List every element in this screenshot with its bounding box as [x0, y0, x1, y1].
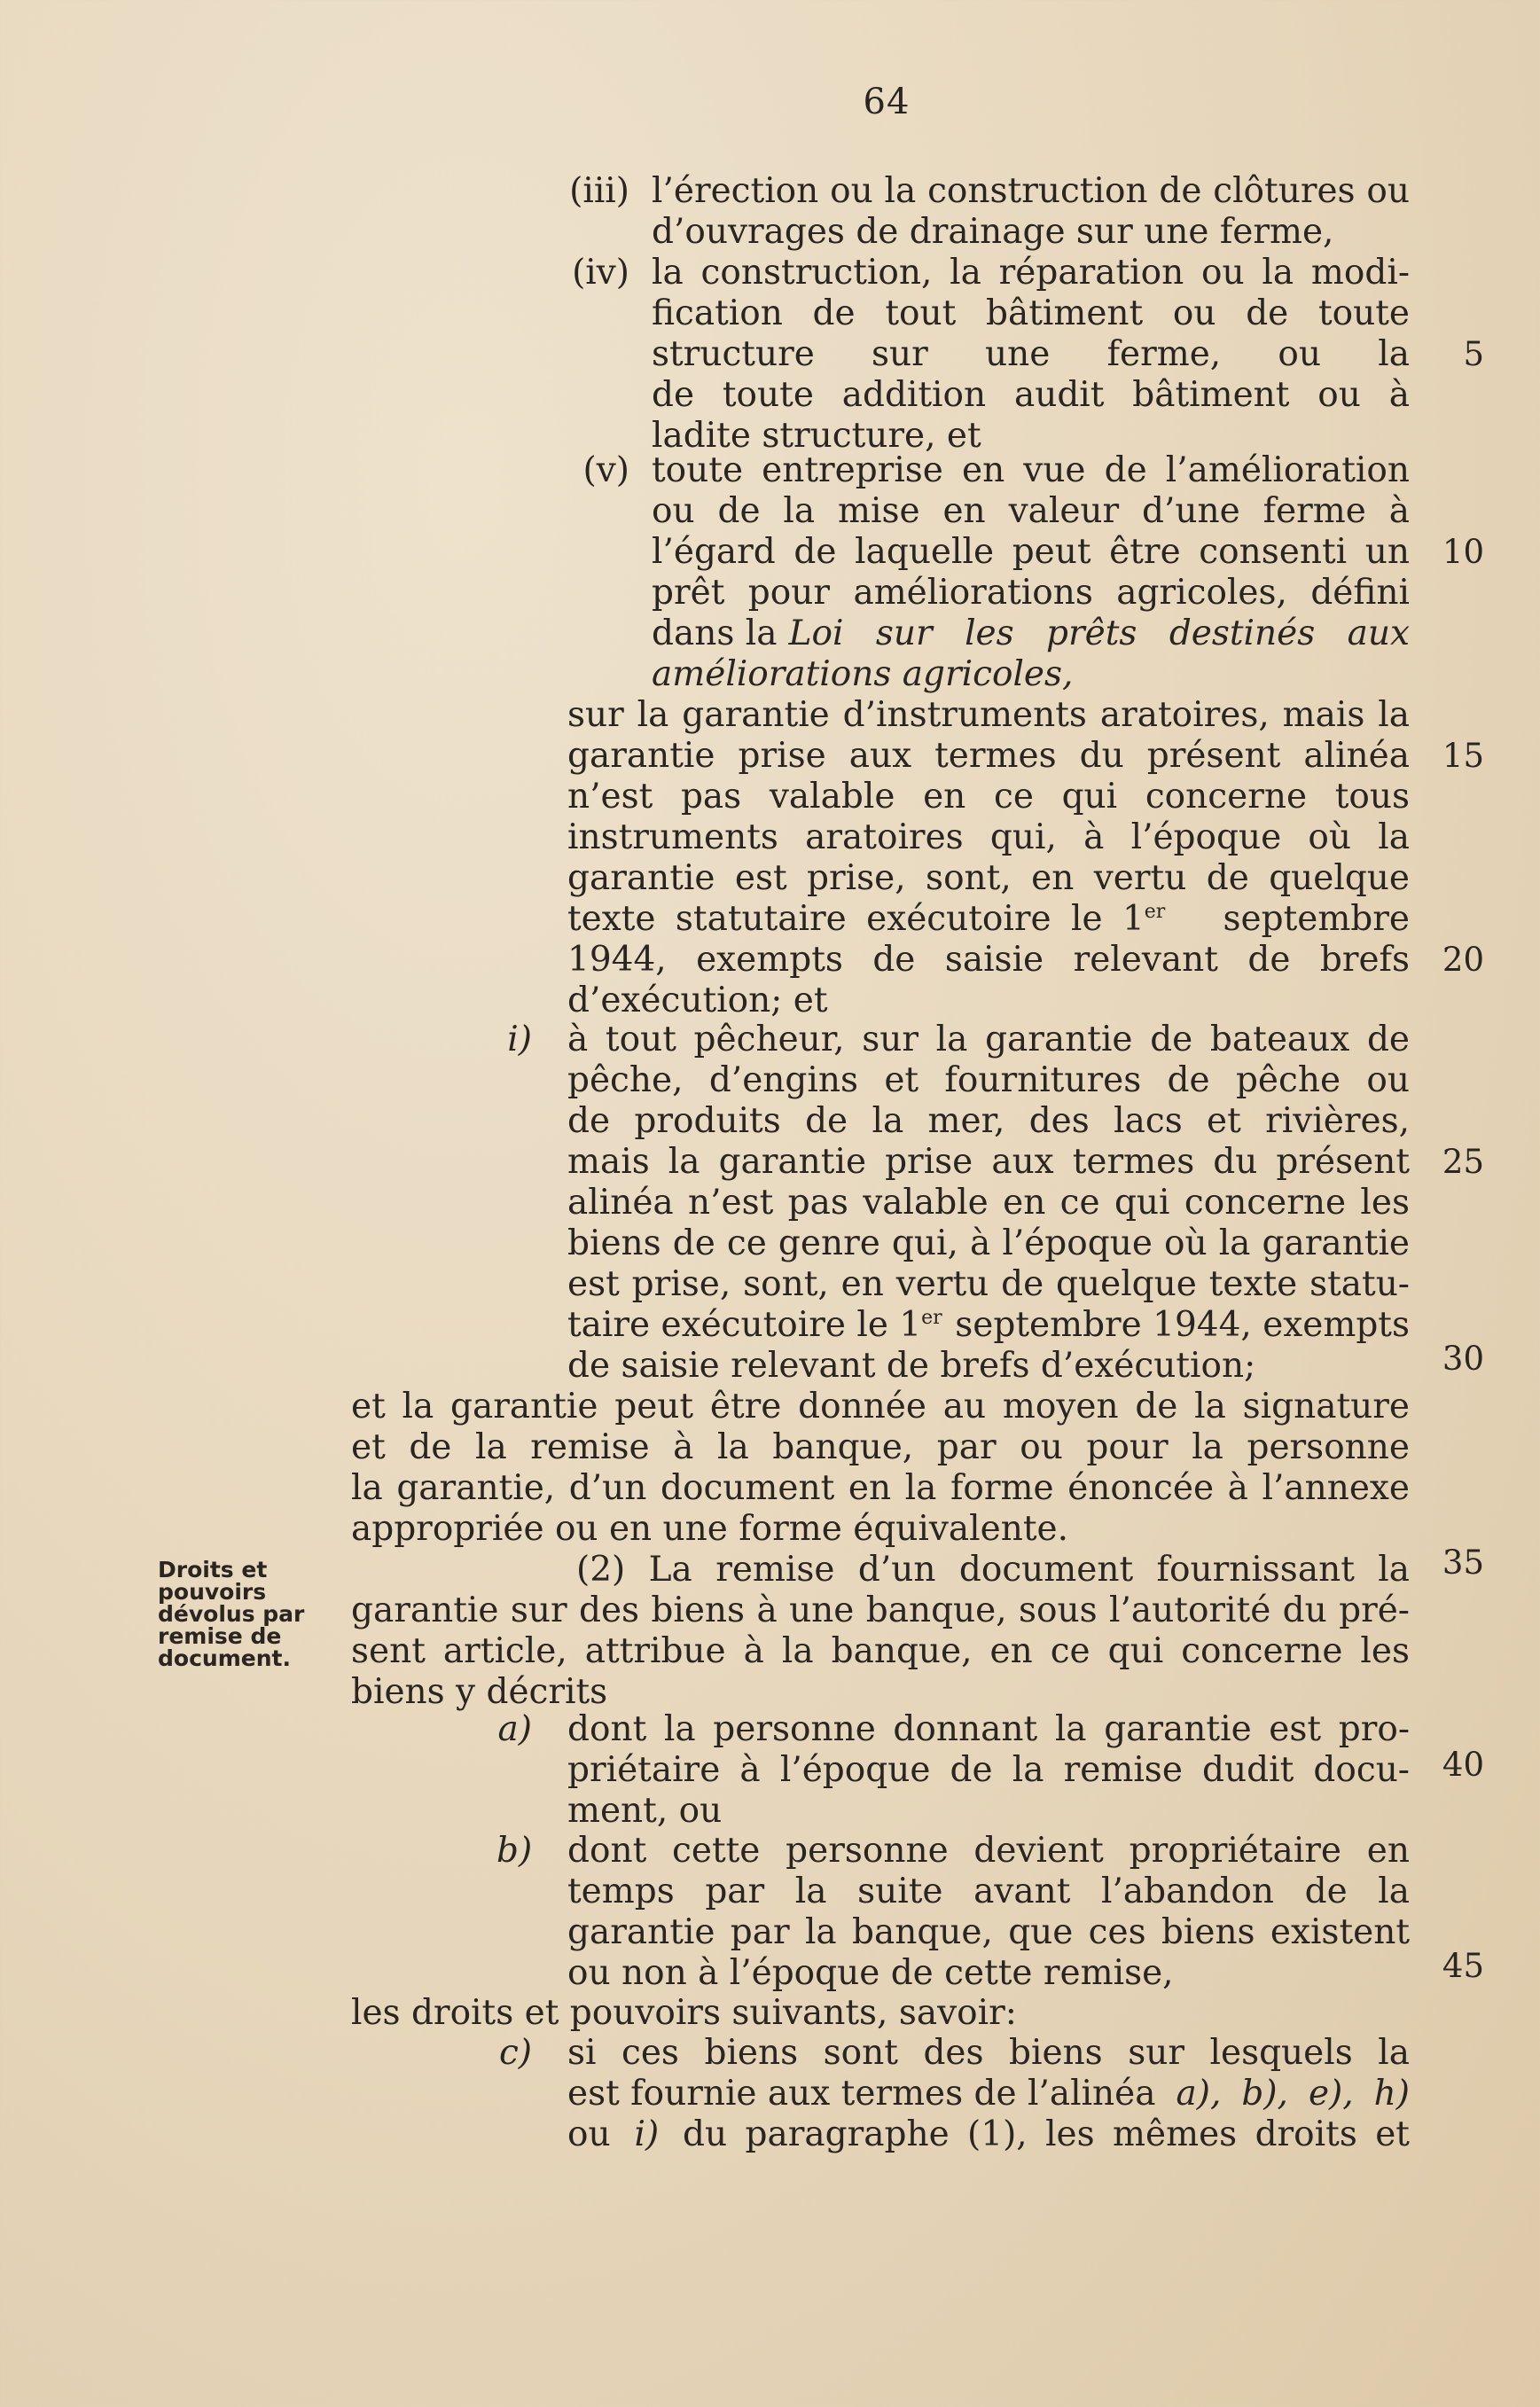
text-line: pêche, d’engins et fournitures de pêche ou — [567, 1060, 1410, 1100]
marker-i: i) — [507, 1020, 532, 1059]
text-span: a), — [1176, 2074, 1222, 2114]
text-line: ladite structure, et — [652, 416, 981, 456]
text-line: garantie par la banque, que ces biens existent — [567, 1912, 1410, 1952]
text-span: texte statutaire exécutoire le 1 — [567, 899, 1145, 939]
text-line: sur la garantie d’instruments aratoires, mais la — [567, 695, 1410, 735]
text-span — [567, 899, 1165, 940]
text-line — [567, 2114, 1410, 2155]
text-line: l’érection ou la construction de clôtures ou — [652, 171, 1410, 211]
text-line: fication de tout bâtiment ou de toute — [652, 293, 1410, 333]
text-line: garantie sur des biens à une banque, sous l’autorité du pré- — [351, 1590, 1410, 1630]
text-line: toute entreprise en vue de l’amélioration — [652, 450, 1410, 490]
text-line: d’exécution; et — [567, 981, 828, 1020]
text-line: biens y décrits — [351, 1672, 608, 1712]
margin-note-line: Droits et — [158, 1557, 268, 1583]
marker-iii: (iii) — [569, 171, 629, 211]
line-number: 45 — [1442, 1947, 1484, 1985]
text-line: et de la remise à la banque, par ou pour la personne — [351, 1427, 1410, 1467]
superscript: er — [921, 1307, 942, 1329]
text-span: est fournie aux termes de l’alinéa — [567, 2074, 1156, 2114]
text-line: garantie est prise, sont, en vertu de quelque — [567, 858, 1410, 898]
text-line: ou de la mise en valeur d’une ferme à — [652, 491, 1410, 531]
text-line: dont cette personne devient propriétaire en — [567, 1831, 1410, 1871]
margin-note-line: remise de — [158, 1623, 282, 1649]
text-line — [567, 2074, 1410, 2114]
line-number: 20 — [1442, 941, 1484, 979]
text-span: i) — [634, 2114, 660, 2154]
text-line: prêt pour améliorations agricoles, défini — [652, 573, 1410, 613]
act-title: Loi sur les prêts destinés aux — [788, 613, 1410, 653]
text-span: dans la — [652, 613, 778, 653]
text-line: priétaire à l’époque de la remise dudit docu- — [567, 1750, 1410, 1790]
text-span: h) — [1373, 2074, 1410, 2114]
text-line: biens de ce genre qui, à l’époque où la garantie — [567, 1223, 1410, 1263]
text-line — [567, 899, 1410, 940]
marker-iv: (iv) — [572, 253, 629, 293]
text-line: est prise, sont, en vertu de quelque texte statu- — [567, 1264, 1410, 1304]
line-number: 5 — [1463, 335, 1484, 373]
margin-note-line: pouvoirs — [158, 1579, 267, 1605]
text-line: n’est pas valable en ce qui concerne tous — [567, 777, 1410, 817]
text-line: 1944, exempts de saisie relevant de brefs — [567, 940, 1410, 980]
text-line: ou non à l’époque de cette remise, — [567, 1953, 1174, 1993]
text-line — [567, 1305, 1410, 1346]
line-number: 10 — [1442, 533, 1484, 571]
text-span: e), — [1308, 2074, 1354, 2114]
text-line: temps par la suite avant l’abandon de la — [567, 1872, 1410, 1911]
superscript: er — [1144, 901, 1166, 923]
text-line: les droits et pouvoirs suivants, savoir: — [351, 1993, 1017, 2033]
margin-note-line: dévolus par — [158, 1601, 305, 1627]
text-line: si ces biens sont des biens sur lesquels la — [567, 2033, 1410, 2073]
text-span: du paragraphe (1), les mêmes droits et — [683, 2114, 1410, 2154]
text-line: instruments aratoires qui, à l’époque où la — [567, 817, 1410, 857]
text-line: de produits de la mer, des lacs et rivières, — [567, 1101, 1410, 1141]
text-line: structure sur une ferme, ou la — [652, 334, 1410, 374]
text-line: alinéa n’est pas valable en ce qui concerne les — [567, 1183, 1410, 1223]
text-line: de saisie relevant de brefs d’exécution; — [567, 1346, 1256, 1386]
marker-a: a) — [497, 1709, 532, 1749]
line-number: 40 — [1442, 1746, 1484, 1784]
line-number: 35 — [1442, 1543, 1484, 1582]
text-span: ou — [567, 2114, 611, 2154]
marker-b: b) — [496, 1831, 533, 1871]
text-line: la garantie, d’un document en la forme énoncée à l’annexe — [351, 1468, 1410, 1508]
text-line: dont la personne donnant la garantie est pro- — [567, 1709, 1410, 1749]
text-span: b), — [1241, 2074, 1288, 2114]
text-line: la construction, la réparation ou la modi- — [652, 253, 1410, 293]
text-line: de toute addition audit bâtiment ou à — [652, 375, 1410, 415]
text-span: septembre 1944, exempts — [955, 1305, 1410, 1345]
marker-v: (v) — [582, 450, 629, 490]
text-line: l’égard de laquelle peut être consenti un — [652, 532, 1410, 572]
act-title: améliorations agricoles, — [652, 654, 1074, 694]
text-line: à tout pêcheur, sur la garantie de bateaux de — [567, 1020, 1410, 1059]
text-line — [652, 613, 1410, 654]
text-span: septembre — [1223, 899, 1410, 939]
margin-note — [158, 1559, 335, 1669]
margin-note-line: document. — [158, 1645, 291, 1671]
text-line: (2) La remise d’un document fournissant la — [576, 1550, 1410, 1590]
page-number: 64 — [863, 82, 911, 122]
line-number: 15 — [1442, 737, 1484, 775]
text-line: garantie prise aux termes du présent alinéa — [567, 736, 1410, 776]
text-line: sent article, attribue à la banque, en ce qui concerne les — [351, 1631, 1410, 1671]
text-line: ment, ou — [567, 1791, 723, 1831]
text-line: et la garantie peut être donnée au moyen de la signature — [351, 1387, 1410, 1426]
line-number: 25 — [1442, 1143, 1484, 1181]
text-line: d’ouvrages de drainage sur une ferme, — [652, 212, 1334, 252]
marker-c: c) — [498, 2033, 532, 2073]
text-span — [567, 1305, 942, 1346]
line-number: 30 — [1442, 1340, 1484, 1378]
text-span: taire exécutoire le 1 — [567, 1305, 922, 1345]
text-line: mais la garantie prise aux termes du présent — [567, 1142, 1410, 1182]
text-line: appropriée ou en une forme équivalente. — [351, 1509, 1069, 1549]
